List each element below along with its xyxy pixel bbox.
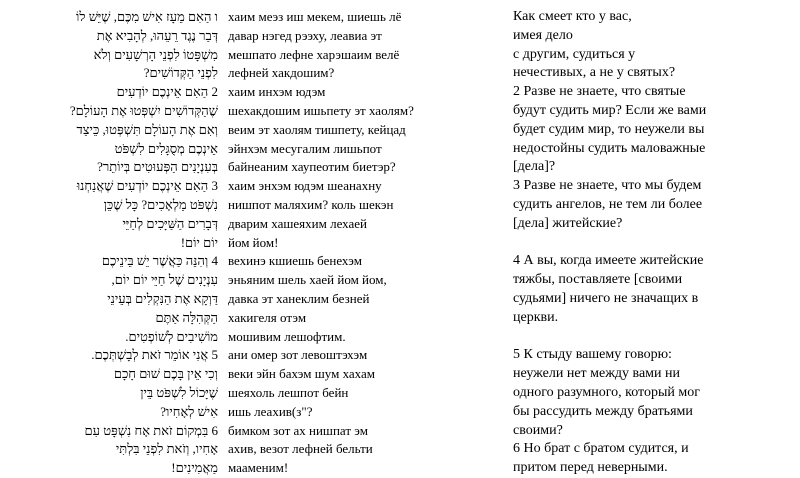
russian-line: судьями] ничего не значащих в [513, 290, 699, 306]
hebrew-line: אִישׁ לְאָחִיו? [160, 403, 218, 419]
hebrew-line: מִשְׁפָּטוֹ לִפְנֵי הָרְשָׁעִים וְלֹא [93, 46, 218, 62]
russian-line: нечестивых, а не у святых? [513, 65, 676, 81]
russian-line: имея дело [513, 27, 573, 43]
hebrew-line: הַקְּהִלָּה אַתֶּם [155, 309, 218, 325]
transliteration-line: лефней хакдошим? [228, 65, 335, 81]
transliteration-line: вехинэ кшиешь бенехэм [228, 253, 362, 269]
transliteration-line: ахив, везот лефней бельти [228, 441, 373, 457]
hebrew-line: נִשְׁפֹּט מַלְאָכִים? כָּל שֶׁכֵּן [103, 196, 218, 212]
russian-line: 4 А вы, когда имеете житейские [513, 253, 704, 269]
russian-line: судить ангелов, не тем ли более [513, 196, 703, 212]
russian-line: тяжбы, поставляете [своими [513, 272, 683, 288]
hebrew-line: 4 וְהִנֵּה כַּאֲשֶׁר יֵשׁ בֵּינֵיכֶם [101, 253, 218, 269]
hebrew-line: מוֹשִׁיבִים לְשׁוֹפְטִים. [125, 328, 218, 344]
transliteration-line: нишпот маляхим? коль шекэн [228, 196, 394, 212]
hebrew-line: דַּוְקָא אֶת הַנִּקְלִים בְּעֵינֵי [107, 290, 218, 306]
russian-line: [дела]? [513, 159, 556, 175]
russian-line: 6 Но брат с братом судится, и [513, 441, 689, 457]
hebrew-line: בְּעִנְיָנִים הַפְּעוּטִים בְּיוֹתֵר? [97, 159, 218, 175]
transliteration-line: дварим хашеяхим лехаей [228, 215, 367, 231]
hebrew-line: 2 הַאִם אֵינְכֶם יוֹדְעִים [116, 84, 218, 100]
hebrew-line: שֶׁהַקְּדוֹשִׁים יִשְׁפְּטוּ אֶת הָעוֹלָם? [69, 102, 218, 118]
hebrew-line: 6 בִּמְקוֹם זֹאת אָח נִשְׁפָּט עִם [84, 422, 218, 438]
russian-line: 2 Разве не знаете, что святые [513, 84, 686, 100]
russian-line: будет судим мир, то неужели вы [513, 121, 705, 137]
transliteration-line: йом йом! [228, 234, 279, 250]
hebrew-line: יוֹם יוֹם! [180, 234, 218, 250]
hebrew-line: 3 הַאִם אֵינְכֶם יוֹדְעִים שֶׁאֲנַחְנוּ [76, 178, 218, 194]
transliteration-line: хакигеля отэм [228, 309, 307, 325]
russian-line: 3 Разве не знаете, что мы будем [513, 178, 702, 194]
russian-line: с другим, судиться у [513, 46, 636, 62]
russian-line: церкви. [513, 309, 559, 325]
transliteration-line: веим эт хаолям тишпету, кейцад [228, 121, 406, 137]
russian-line: будут судить мир? Если же вами [513, 102, 707, 118]
transliteration-line: шехакдошим ишьпету эт хаолям? [228, 102, 414, 118]
transliteration-line: хаим меэз иш мекем, шиешь лё [228, 9, 402, 24]
transliteration-line: хаим энхэм юдэм шеанахну [228, 178, 382, 194]
transliteration-line: ани омер зот левоштэхэм [228, 347, 368, 363]
transliteration-line: давар нэгед рээху, леавиа эт [228, 27, 382, 43]
hebrew-line: ו הַאִם מֵעָז אִישׁ מִכֶּם, שֶׁיֵּשׁ לוֹ [76, 9, 218, 24]
hebrew-line: מַאֲמִינִים! [171, 460, 218, 476]
transliteration-line: веки эйн бахэм шум хахам [228, 366, 375, 382]
transliteration-line: мешпато лефне харэшаим велё [228, 46, 400, 62]
hebrew-text-column [0, 8, 218, 478]
russian-line: одного разумного, который мог [513, 384, 700, 400]
transliteration-line: эньяним шель хаей йом йом, [228, 272, 387, 288]
hebrew-line: 5 אֲנִי אוֹמֵר זֹאת לְבָשְׁתְּכֶם. [91, 347, 218, 363]
transliteration-line: мааменим! [228, 460, 289, 476]
russian-line: недостойны судить маловажные [513, 140, 706, 156]
hebrew-line: דְּבַר נֶגֶד רֵעֵהוּ, לְהָבִיא אֶת [96, 27, 218, 43]
transliteration-line: хаим инхэм юдэм [228, 84, 326, 100]
transliteration-line: эйнхэм месугалим лишьпот [228, 140, 382, 156]
transliteration-line: давка эт ханеклим безней [228, 290, 370, 306]
hebrew-line: לִפְנֵי הַקְּדוֹשִׁים? [143, 65, 218, 81]
hebrew-line: עִנְיָנִים שֶׁל חַיֵּי יוֹם יוֹם, [111, 272, 218, 288]
russian-line: своими? [513, 422, 563, 438]
russian-line [513, 328, 798, 347]
hebrew-line: שֶׁיָּכוֹל לִשְׁפֹּט בֵּין [140, 384, 218, 400]
hebrew-line: אָחִיו, וְזֹאת לִפְנֵי בִּלְתִּי [115, 441, 218, 457]
russian-text-column [513, 8, 798, 478]
transliteration-line: ишь леахив(з"? [228, 403, 313, 419]
russian-line: неужели нет между вами ни [513, 366, 681, 382]
russian-line [513, 234, 798, 253]
russian-line: Как смеет кто у вас, [513, 9, 632, 24]
transliteration-line: бимком зот ах нишпат эм [228, 422, 368, 438]
russian-line: 5 К стыду вашему говорю: [513, 347, 672, 363]
transliteration-line: мошивим лешофтим. [228, 328, 346, 344]
transliteration-line: шеяхоль лешпот бейн [228, 384, 349, 400]
russian-line: притом перед неверными. [513, 460, 668, 476]
hebrew-line: דְּבָרִים הַשַּׁיָּכִים לְחַיֵּי [122, 215, 218, 231]
hebrew-line: וְאִם אֶת הָעוֹלָם תִּשְׁפְּטוּ, כֵּיצַד [76, 121, 218, 137]
transliteration-text-column [228, 8, 498, 478]
hebrew-line: וְכִי אֵין בָּכֶם שׁוּם חָכָם [113, 366, 218, 382]
hebrew-line: אֵינְכֶם מְסֻגָּלִים לִשְׁפֹּט [114, 140, 218, 156]
russian-line: [дела] житейские? [513, 215, 623, 231]
transliteration-line: байнеаним хаупеотим биетэр? [228, 159, 396, 175]
russian-line: бы рассудить между братьями [513, 403, 693, 419]
